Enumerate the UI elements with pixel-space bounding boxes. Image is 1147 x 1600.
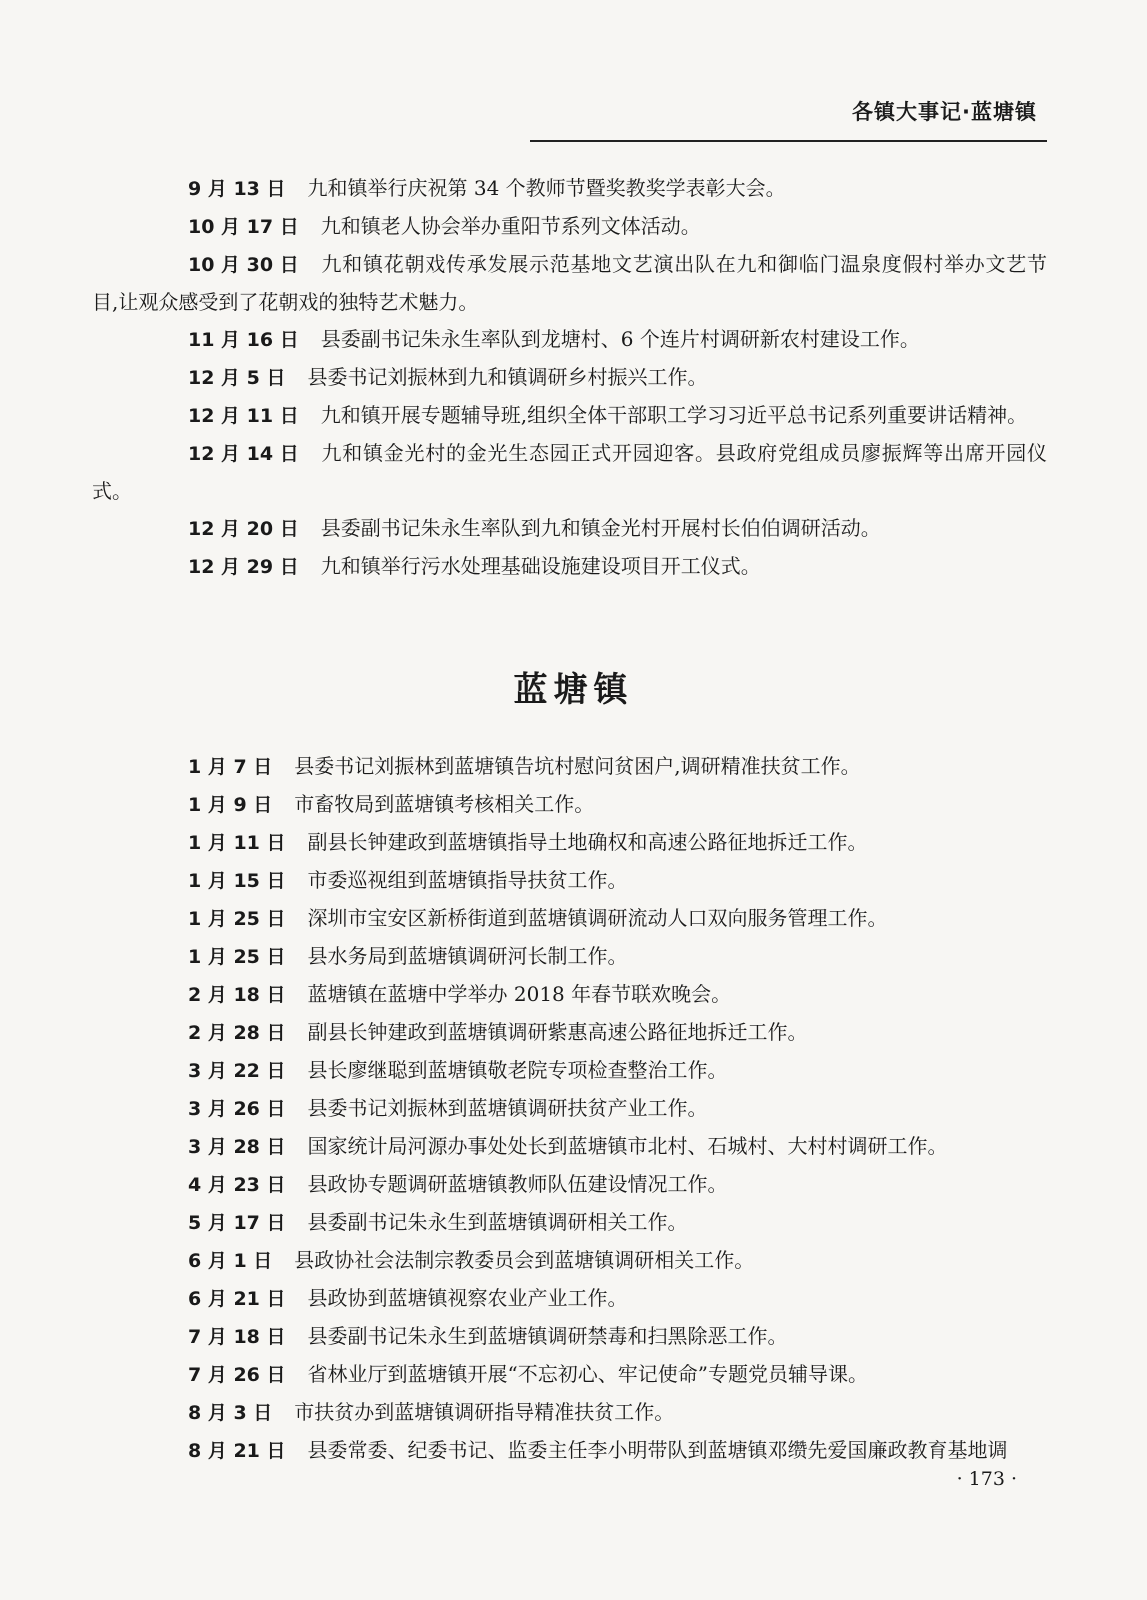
entry-text: 副县长钟建政到蓝塘镇指导土地确权和高速公路征地拆迁工作。	[307, 830, 868, 854]
entry-text: 市畜牧局到蓝塘镇考核相关工作。	[294, 792, 595, 816]
entry-text: 九和镇花朝戏传承发展示范基地文艺演出队在九和御临门温泉度假村举办文艺节目,让观众感受到了花朝戏的独特艺术魅力。	[92, 252, 1047, 314]
entry	[92, 208, 1047, 246]
entry	[92, 1394, 1047, 1432]
entry-date: 1 月 11 日	[188, 832, 286, 854]
entry-date: 2 月 28 日	[188, 1022, 286, 1044]
jiuhe-entries	[92, 170, 1047, 586]
entry-text: 县委副书记朱永生率队到龙塘村、6 个连片村调研新农村建设工作。	[320, 327, 920, 351]
entry	[92, 321, 1047, 359]
entry	[92, 359, 1047, 397]
entry-text: 县委副书记朱永生到蓝塘镇调研禁毒和扫黑除恶工作。	[307, 1324, 788, 1348]
entry-text: 县政协专题调研蓝塘镇教师队伍建设情况工作。	[307, 1172, 728, 1196]
entry-date: 11 月 16 日	[188, 329, 299, 351]
entry-text: 九和镇老人协会举办重阳节系列文体活动。	[320, 214, 701, 238]
entry	[92, 510, 1047, 548]
entry-text: 县委副书记朱永生率队到九和镇金光村开展村长伯伯调研活动。	[320, 516, 881, 540]
entry	[92, 1128, 1047, 1166]
entry	[92, 548, 1047, 586]
page-number: · 173 ·	[956, 1468, 1017, 1490]
entry-text: 省林业厅到蓝塘镇开展“不忘初心、牢记使命”专题党员辅导课。	[307, 1362, 868, 1386]
entry-date: 1 月 25 日	[188, 946, 286, 968]
entry-text: 县委书记刘振林到蓝塘镇告坑村慰问贫困户,调研精准扶贫工作。	[294, 754, 861, 778]
entry-text: 九和镇开展专题辅导班,组织全体干部职工学习习近平总书记系列重要讲话精神。	[320, 403, 1028, 427]
entry	[92, 976, 1047, 1014]
entry-date: 12 月 14 日	[188, 443, 299, 465]
entry-text: 九和镇举行庆祝第 34 个教师节暨奖教奖学表彰大会。	[307, 176, 786, 200]
entry-date: 4 月 23 日	[188, 1174, 286, 1196]
entry-text: 国家统计局河源办事处处长到蓝塘镇市北村、石城村、大村村调研工作。	[307, 1134, 948, 1158]
entry-text: 县委书记刘振林到蓝塘镇调研扶贫产业工作。	[307, 1096, 708, 1120]
entry	[92, 1014, 1047, 1052]
entry-date: 1 月 9 日	[188, 794, 273, 816]
entry	[92, 246, 1047, 321]
entry	[92, 1052, 1047, 1090]
header-rule	[530, 140, 1047, 142]
entry-text: 县委常委、纪委书记、监委主任李小明带队到蓝塘镇邓缵先爱国廉政教育基地调	[307, 1438, 1008, 1462]
entry-text: 深圳市宝安区新桥街道到蓝塘镇调研流动人口双向服务管理工作。	[307, 906, 888, 930]
entry	[92, 397, 1047, 435]
entry-text: 蓝塘镇在蓝塘中学举办 2018 年春节联欢晚会。	[307, 982, 732, 1006]
running-header: 各镇大事记·蓝塘镇	[852, 100, 1037, 124]
entry	[92, 862, 1047, 900]
entry	[92, 1280, 1047, 1318]
entry-text: 县政协到蓝塘镇视察农业产业工作。	[307, 1286, 628, 1310]
section-title: 蓝塘镇	[513, 670, 634, 710]
entry-date: 7 月 18 日	[188, 1326, 286, 1348]
entry	[92, 1204, 1047, 1242]
entry-date: 12 月 29 日	[188, 556, 299, 578]
entry-date: 1 月 15 日	[188, 870, 286, 892]
entry	[92, 435, 1047, 510]
entry-text: 县委书记刘振林到九和镇调研乡村振兴工作。	[307, 365, 708, 389]
entry-text: 副县长钟建政到蓝塘镇调研紫惠高速公路征地拆迁工作。	[307, 1020, 808, 1044]
entry	[92, 824, 1047, 862]
entry-text: 县水务局到蓝塘镇调研河长制工作。	[307, 944, 628, 968]
entry-date: 1 月 7 日	[188, 756, 273, 778]
entry-text: 县政协社会法制宗教委员会到蓝塘镇调研相关工作。	[294, 1248, 755, 1272]
entry	[92, 1242, 1047, 1280]
lantang-entries	[92, 748, 1047, 1470]
entry	[92, 1166, 1047, 1204]
entry-date: 6 月 1 日	[188, 1250, 273, 1272]
entry-date: 9 月 13 日	[188, 178, 286, 200]
entry-date: 12 月 11 日	[188, 405, 299, 427]
entry	[92, 748, 1047, 786]
entry	[92, 170, 1047, 208]
entry-date: 3 月 22 日	[188, 1060, 286, 1082]
entry-date: 7 月 26 日	[188, 1364, 286, 1386]
entry-date: 12 月 20 日	[188, 518, 299, 540]
entry-date: 3 月 28 日	[188, 1136, 286, 1158]
entry-date: 5 月 17 日	[188, 1212, 286, 1234]
entry	[92, 1432, 1047, 1470]
entry	[92, 938, 1047, 976]
entry-text: 九和镇金光村的金光生态园正式开园迎客。县政府党组成员廖振辉等出席开园仪式。	[92, 441, 1047, 503]
entry-text: 九和镇举行污水处理基础设施建设项目开工仪式。	[320, 554, 761, 578]
entry-text: 县长廖继聪到蓝塘镇敬老院专项检查整治工作。	[307, 1058, 728, 1082]
entry-date: 3 月 26 日	[188, 1098, 286, 1120]
entry-text: 市委巡视组到蓝塘镇指导扶贫工作。	[307, 868, 628, 892]
entry-date: 1 月 25 日	[188, 908, 286, 930]
entry	[92, 1090, 1047, 1128]
entry-date: 8 月 3 日	[188, 1402, 273, 1424]
entry	[92, 786, 1047, 824]
entry-date: 12 月 5 日	[188, 367, 286, 389]
entry-date: 8 月 21 日	[188, 1440, 286, 1462]
entry-date: 10 月 17 日	[188, 216, 299, 238]
entry-date: 2 月 18 日	[188, 984, 286, 1006]
entry-date: 10 月 30 日	[188, 254, 299, 276]
entry-date: 6 月 21 日	[188, 1288, 286, 1310]
entry-text: 县委副书记朱永生到蓝塘镇调研相关工作。	[307, 1210, 688, 1234]
entry-text: 市扶贫办到蓝塘镇调研指导精准扶贫工作。	[294, 1400, 675, 1424]
entry	[92, 1356, 1047, 1394]
entry	[92, 1318, 1047, 1356]
entry	[92, 900, 1047, 938]
